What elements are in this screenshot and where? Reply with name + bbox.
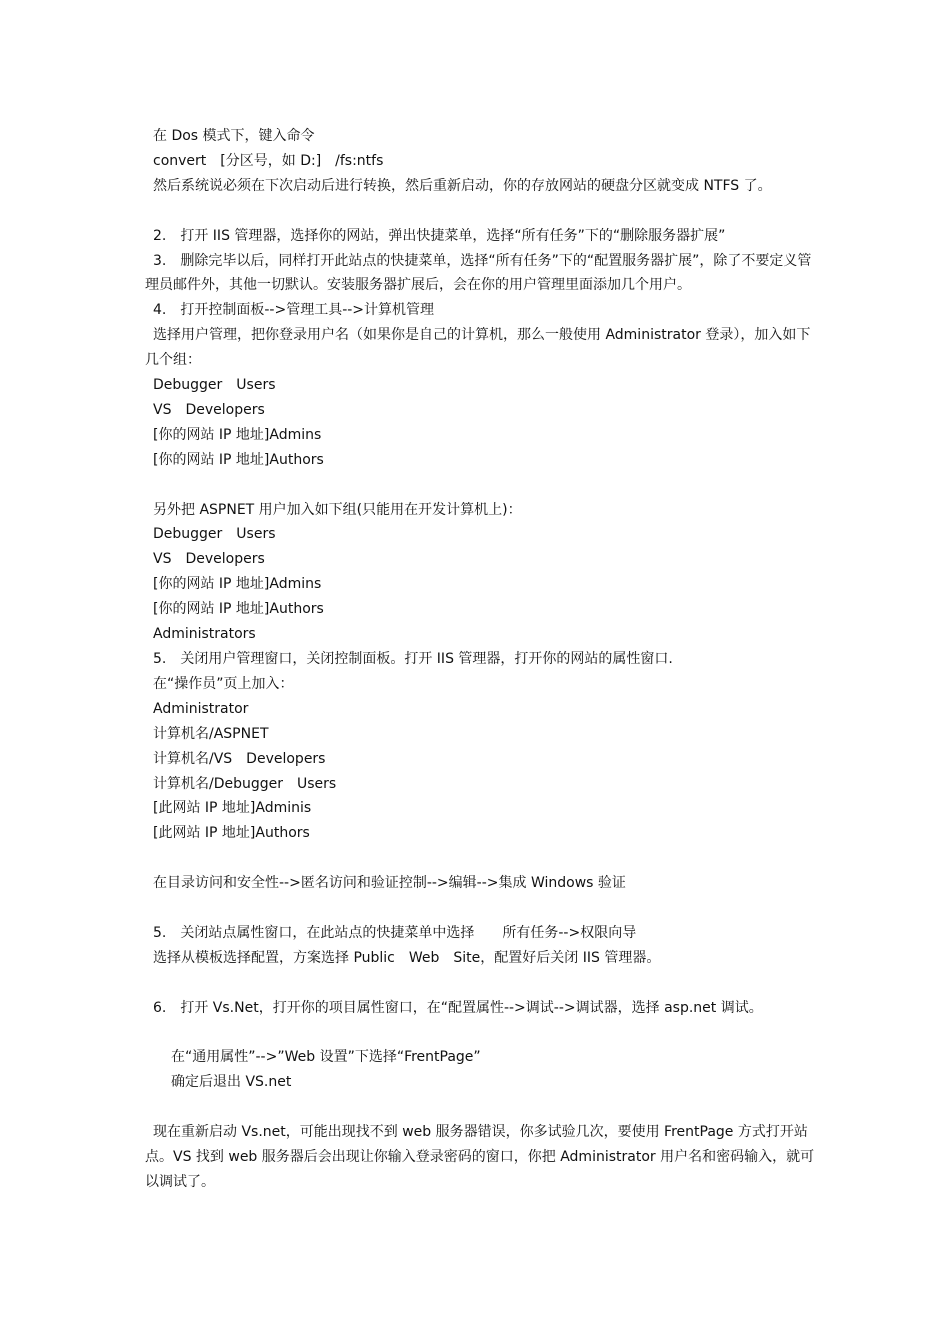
text-line: [你的网站 IP 地址]Admins (153, 426, 322, 443)
text-line: 在“操作员”页上加入： (153, 675, 294, 692)
text-line: 2. 打开 IIS 管理器，选择你的网站，弹出快捷菜单，选择“所有任务”下的“删除服务器扩展” (153, 227, 726, 244)
text-line: Administrator (153, 700, 249, 717)
text-line: 计算机名/VS Developers (153, 750, 326, 767)
text-line: 4. 打开控制面板-->管理工具-->计算机管理 (153, 302, 435, 319)
text-line: convert [分区号，如 D:] /fs:ntfs (153, 152, 384, 169)
text-line: [你的网站 IP 地址]Authors (153, 601, 324, 618)
text-line: VS Developers (153, 551, 265, 568)
text-line: 计算机名/Debugger Users (153, 775, 337, 792)
text-line: 选择从模板选择配置，方案选择 Public Web Site，配置好后关闭 IIS 管理器。 (153, 949, 661, 966)
text-line: 确定后退出 VS.net (171, 1074, 292, 1091)
text-line: 然后系统说必须在下次启动后进行转换，然后重新启动，你的存放网站的硬盘分区就变成 NTFS 了。 (153, 177, 772, 194)
text-line: 在“通用属性”-->”Web 设置”下选择“FrentPage” (171, 1049, 481, 1066)
blank-line (145, 1095, 815, 1120)
blank-line (145, 473, 815, 498)
text-line: 6. 打开 Vs.Net，打开你的项目属性窗口，在“配置属性-->调试-->调试器，选择 asp.net 调试。 (153, 999, 763, 1016)
text-line: Administrators (153, 626, 256, 643)
text-line: [此网站 IP 地址]Authors (153, 825, 310, 842)
text-line: 5. 关闭站点属性窗口，在此站点的快捷菜单中选择 所有任务-->权限向导 (153, 924, 637, 941)
blank-line (145, 199, 815, 224)
text-line: 在目录访问和安全性-->匿名访问和验证控制-->编辑-->集成 Windows 验证 (153, 875, 626, 892)
text-line: 5. 关闭用户管理窗口，关闭控制面板。打开 IIS 管理器，打开你的网站的属性窗口. (153, 651, 673, 667)
text-line: [你的网站 IP 地址]Admins (153, 576, 322, 593)
text-line: VS Developers (153, 401, 265, 418)
text-line: Debugger Users (153, 377, 276, 394)
text-line: 3. 删除完毕以后，同样打开此站点的快捷菜单，选择“所有任务”下的“配置服务器扩展”，除了不要定义管理员邮件外，其他一切默认。安装服务器扩展后，会在你的用户管理里面添加几个用户。 (145, 252, 812, 294)
blank-line (145, 1021, 815, 1046)
document-body (145, 124, 815, 1195)
text-line: 另外把 ASPNET 用户加入如下组(只能用在开发计算机上)： (153, 501, 522, 518)
text-line: 计算机名/ASPNET (153, 725, 269, 742)
text-line: [此网站 IP 地址]Adminis (153, 800, 312, 817)
text-line: Debugger Users (153, 526, 276, 543)
text-line: 选择用户管理，把你登录用户名（如果你是自己的计算机，那么一般使用 Administrator 登录），加入如下几个组： (145, 327, 811, 369)
text-line: 在 Dos 模式下，键入命令 (153, 128, 315, 144)
blank-line (145, 846, 815, 871)
text-line: [你的网站 IP 地址]Authors (153, 451, 324, 468)
blank-line (145, 896, 815, 921)
text-line: 现在重新启动 Vs.net，可能出现找不到 web 服务器错误，你多试验几次，要使用 FrentPage 方式打开站点。VS 找到 web 服务器后会出现让你输入登录密码的窗口，你把 Administrator 用户名和密码输入，就可以调试了。 (145, 1124, 815, 1190)
blank-line (145, 971, 815, 996)
